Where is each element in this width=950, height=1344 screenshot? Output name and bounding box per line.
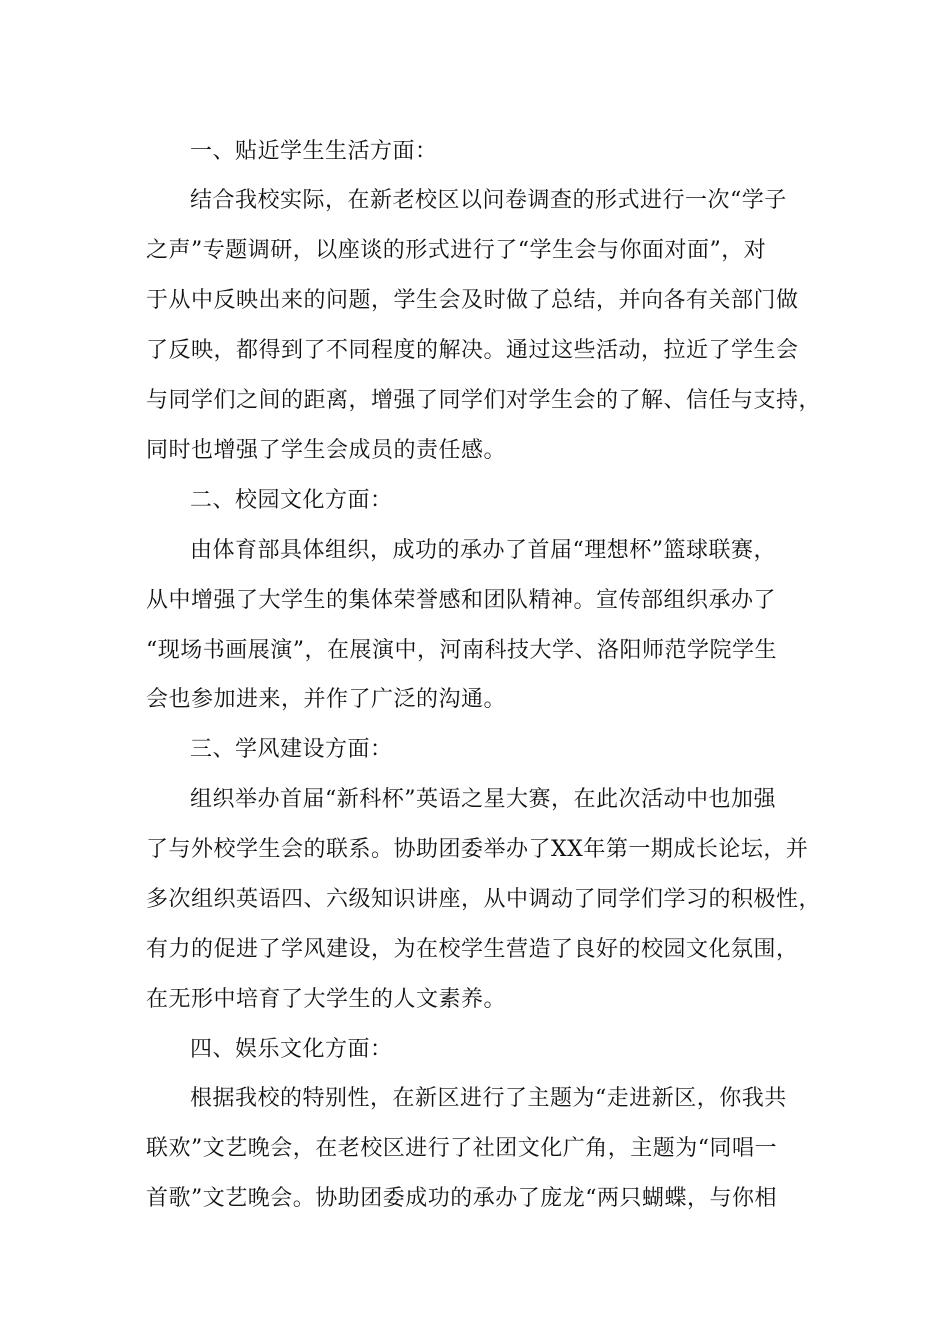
paragraph-line: 结合我校实际，在新老校区以问卷调查的形式进行一次“学子 — [190, 188, 787, 213]
section-heading-1: 一、贴近学生生活方面： — [190, 139, 438, 164]
section-heading-4: 四、娱乐文化方面： — [190, 1037, 393, 1062]
paragraph-line: 与同学们之间的距离，增强了同学们对学生会的了解、信任与支持， — [146, 388, 822, 413]
paragraph-line: 之声”专题调研，以座谈的形式进行了“学生会与你面对面”，对 — [146, 238, 767, 263]
paragraph-line: 在无形中培育了大学生的人文素养。 — [146, 987, 507, 1012]
section-heading-2: 二、校园文化方面： — [190, 488, 393, 513]
paragraph-line: 由体育部具体组织，成功的承办了首届“理想杯”篮球联赛， — [190, 538, 776, 563]
paragraph-line: 有力的促进了学风建设，为在校学生营造了良好的校园文化氛围， — [146, 937, 799, 962]
paragraph-line: 组织举办首届“新科杯”英语之星大赛，在此次活动中也加强 — [190, 787, 776, 812]
paragraph-line: 首歌”文艺晚会。协助团委成功的承办了庞龙“两只蝴蝶，与你相 — [146, 1186, 777, 1211]
section-heading-3: 三、学风建设方面： — [190, 737, 393, 762]
paragraph-line: 于从中反映出来的问题，学生会及时做了总结，并向各有关部门做 — [146, 288, 799, 313]
paragraph-line: 多次组织英语四、六级知识讲座，从中调动了同学们学习的积极性， — [146, 887, 822, 912]
paragraph-line: “现场书画展演”，在展演中，河南科技大学、洛阳师范学院学生 — [146, 638, 777, 663]
paragraph-line: 从中增强了大学生的集体荣誉感和团队精神。宣传部组织承办了 — [146, 588, 777, 613]
paragraph-line: 会也参加进来，并作了广泛的沟通。 — [146, 687, 507, 712]
paragraph-line: 同时也增强了学生会成员的责任感。 — [146, 438, 507, 463]
paragraph-line: 了与外校学生会的联系。协助团委举办了XX年第一期成长论坛，并 — [146, 837, 809, 862]
paragraph-line: 根据我校的特别性，在新区进行了主题为“走进新区，你我共 — [190, 1086, 787, 1111]
paragraph-line: 联欢”文艺晚会，在老校区进行了社团文化广角，主题为“同唱一 — [146, 1136, 777, 1161]
paragraph-line: 了反映，都得到了不同程度的解决。通过这些活动，拉近了学生会 — [146, 338, 799, 363]
